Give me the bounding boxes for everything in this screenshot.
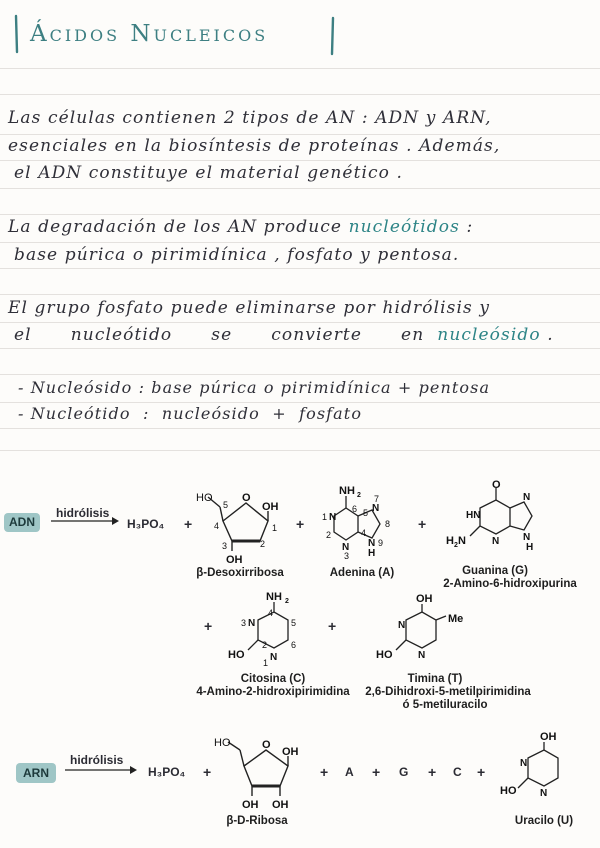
svg-text:N: N	[540, 788, 548, 799]
thymine-systematic-name: 2,6-Dihidroxi-5-metilpirimidina	[365, 686, 531, 698]
note-line: esenciales en la biosíntesis de proteínas . Además,	[8, 136, 501, 156]
svg-text:N: N	[342, 542, 350, 553]
note-text: :	[466, 217, 474, 237]
note-line	[8, 217, 473, 237]
svg-text:N: N	[270, 652, 278, 663]
base-adenine: A	[345, 765, 354, 779]
thymine-label: Timina (T)	[407, 673, 463, 685]
svg-text:N: N	[368, 538, 376, 549]
svg-text:2: 2	[285, 598, 289, 605]
svg-text:OH: OH	[242, 799, 259, 811]
svg-text:O: O	[492, 479, 501, 491]
svg-text:N: N	[329, 512, 337, 523]
svg-text:4: 4	[214, 521, 220, 531]
svg-text:5: 5	[291, 618, 297, 628]
svg-text:H: H	[446, 535, 454, 547]
plus-sign: +	[204, 618, 213, 634]
svg-text:OH: OH	[416, 593, 433, 605]
svg-text:1: 1	[272, 523, 278, 533]
note-line	[14, 325, 554, 345]
title-block	[12, 12, 338, 56]
svg-text:HN: HN	[466, 510, 481, 521]
svg-text:N: N	[398, 620, 406, 631]
svg-text:2: 2	[357, 492, 361, 499]
plus-sign: +	[372, 764, 381, 780]
svg-text:3: 3	[241, 618, 247, 628]
definition-nucleotide: - Nucleótido : nucleósido + fosfato	[18, 404, 363, 423]
adn-arrow	[50, 516, 120, 526]
base-guanine: G	[399, 765, 409, 779]
plus-sign: +	[203, 764, 212, 780]
svg-text:2: 2	[454, 542, 458, 549]
svg-text:HO: HO	[214, 737, 231, 749]
guanine-structure	[440, 478, 550, 558]
svg-text:4: 4	[361, 528, 367, 538]
highlight-term: nucleótidos	[348, 217, 460, 237]
arn-arrow	[64, 765, 138, 775]
svg-text:3: 3	[344, 551, 350, 561]
svg-text:8: 8	[385, 519, 391, 529]
plus-sign: +	[328, 618, 337, 634]
svg-text:9: 9	[378, 538, 384, 548]
plus-sign: +	[477, 764, 486, 780]
base-cytosine: C	[453, 765, 462, 779]
svg-text:2: 2	[326, 530, 332, 540]
svg-text:7: 7	[374, 494, 380, 504]
uracil-label: Uracilo (U)	[514, 815, 574, 827]
svg-text:OH: OH	[262, 501, 279, 513]
svg-text:N: N	[418, 650, 426, 661]
svg-text:HO: HO	[228, 649, 245, 661]
svg-text:OH: OH	[282, 746, 299, 758]
page-title: Ácidos Nucleicos	[30, 21, 269, 47]
svg-text:N: N	[523, 532, 531, 543]
adn-tag: ADN	[4, 513, 40, 532]
svg-text:4: 4	[268, 608, 274, 618]
svg-text:N: N	[492, 536, 500, 547]
arn-phosphate: H₃PO₄	[148, 765, 186, 779]
svg-text:OH: OH	[272, 799, 289, 811]
svg-text:N: N	[523, 492, 531, 503]
cytosine-systematic-name: 4-Amino-2-hidroxipirimidina	[196, 686, 350, 698]
thymine-structure	[376, 590, 476, 670]
svg-text:HO: HO	[376, 649, 393, 661]
adn-arrow-label: hidrólisis	[56, 506, 110, 520]
adenine-structure	[318, 480, 408, 562]
svg-text:NH: NH	[339, 485, 355, 497]
note-line: base púrica o pirimidínica , fosfato y pentosa.	[14, 245, 460, 265]
svg-text:2: 2	[260, 539, 266, 549]
arn-tag: ARN	[16, 763, 56, 783]
adn-phosphate: H₃PO₄	[127, 517, 165, 531]
svg-text:1: 1	[322, 512, 328, 522]
guanine-systematic-name: 2-Amino-6-hidroxipurina	[443, 578, 577, 590]
svg-text:6: 6	[291, 640, 297, 650]
definition-nucleoside: - Nucleósido : base púrica o pirimidínica + pentosa	[18, 378, 491, 397]
uracil-structure	[498, 728, 590, 808]
ribose-label: β-D-Ribosa	[226, 815, 288, 827]
adenine-label: Adenina (A)	[329, 567, 395, 579]
svg-text:3: 3	[222, 541, 228, 551]
note-line: el ADN constituye el material genético .	[14, 163, 404, 183]
svg-text:HO: HO	[500, 785, 517, 797]
svg-text:OH: OH	[540, 731, 557, 743]
svg-text:HO: HO	[196, 492, 213, 504]
note-line: Las células contienen 2 tipos de AN : ADN y ARN,	[8, 108, 492, 128]
ribose-structure	[210, 730, 310, 812]
plus-sign: +	[184, 516, 193, 532]
svg-text:O: O	[262, 739, 271, 751]
note-text: .	[547, 325, 554, 345]
svg-text:NH: NH	[266, 591, 282, 603]
note-text: La degradación de los AN produce	[8, 217, 343, 237]
arn-arrow-label: hidrólisis	[70, 753, 124, 767]
svg-text:H: H	[368, 548, 376, 559]
svg-text:1: 1	[263, 658, 269, 668]
cytosine-label: Citosina (C)	[240, 673, 306, 685]
svg-text:Me: Me	[448, 613, 464, 625]
deoxyribose-label: β-Desoxirribosa	[196, 567, 284, 579]
svg-text:N: N	[520, 758, 528, 769]
plus-sign: +	[418, 516, 427, 532]
svg-text:N: N	[372, 503, 380, 514]
svg-text:5: 5	[363, 508, 369, 518]
svg-text:5: 5	[223, 500, 229, 510]
svg-text:H: H	[526, 542, 534, 553]
plus-sign: +	[428, 764, 437, 780]
svg-text:6: 6	[352, 504, 358, 514]
note-line: El grupo fosfato puede eliminarse por hidrólisis y	[8, 298, 491, 318]
svg-text:N: N	[248, 618, 256, 629]
cytosine-structure	[228, 590, 318, 670]
thymine-alt-name: ó 5-metiluracilo	[402, 699, 488, 711]
svg-text:O: O	[242, 492, 251, 504]
note-text: el nucleótido se convierte en	[14, 325, 425, 345]
plus-sign: +	[320, 764, 329, 780]
svg-text:2: 2	[262, 640, 268, 650]
highlight-term: nucleósido	[437, 325, 541, 345]
svg-text:N: N	[458, 535, 466, 547]
deoxyribose-structure	[190, 485, 290, 565]
guanine-label: Guanina (G)	[462, 565, 528, 577]
svg-text:OH: OH	[226, 554, 243, 565]
plus-sign: +	[296, 516, 305, 532]
